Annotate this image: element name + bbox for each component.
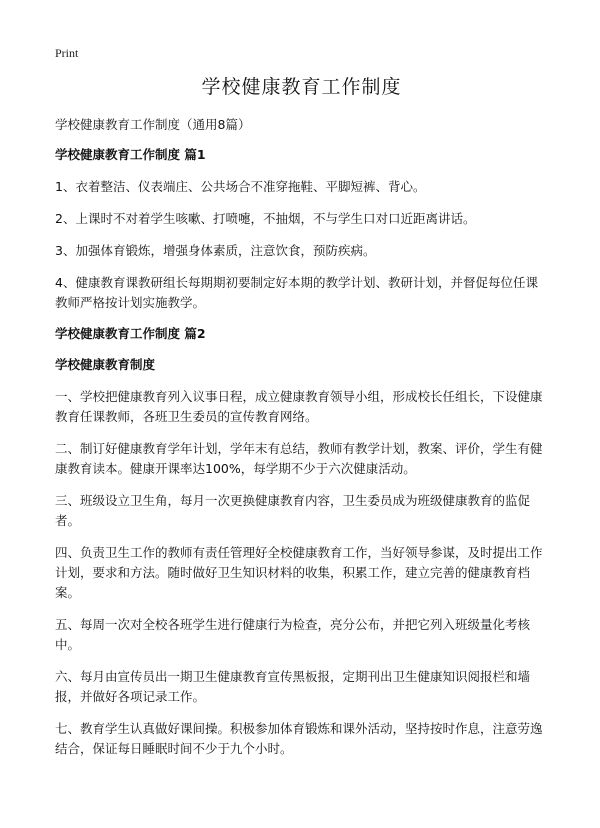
- section-2-item: 四、负责卫生工作的教师有责任管理好全校健康教育工作，当好领导参谋，及时提出工作计划，要求和方法。随时做好卫生知识材料的收集，积累工作，建立完善的健康教育档案。: [55, 545, 543, 600]
- section-1-item: 4、健康教育课教研组长每期期初要制定好本期的教学计划、教研计划，并督促每位任课教师严格按计划实施教学。: [55, 275, 538, 310]
- section-2: [55, 325, 548, 759]
- section-2-item: 七、教育学生认真做好课间操。积极参加体育锻炼和课外活动，坚持按时作息，注意劳逸结合，保证每日睡眠时间不少于九个小时。: [55, 721, 543, 756]
- section-2-item: 一、学校把健康教育列入议事日程，成立健康教育领导小组，形成校长任组长，下设健康教育任课教师，各班卫生委员的宣传教育网络。: [55, 389, 543, 424]
- section-1-item: 2、上课时不对着学生咳嗽、打喷嚏，不抽烟，不与学生口对口近距离讲话。: [55, 211, 476, 226]
- page-title: 学校健康教育工作制度: [201, 76, 402, 98]
- section-1-item: 3、加强体育锻炼，增强身体素质，注意饮食，预防疾病。: [55, 243, 376, 258]
- section-1-heading: 学校健康教育工作制度 篇1: [55, 147, 206, 162]
- section-2-item: 六、每月由宣传员出一期卫生健康教育宣传黑板报，定期刊出卫生健康知识阅报栏和墙报，并做好各项记录工作。: [55, 669, 531, 704]
- section-2-heading: 学校健康教育工作制度 篇2: [55, 326, 206, 341]
- section-1-item: 1、衣着整洁、仪表端庄、公共场合不准穿拖鞋、平脚短裤、背心。: [55, 179, 426, 194]
- section-2-item: 五、每周一次对全校各班学生进行健康行为检查，亮分公布，并把它列入班级量化考核中。: [55, 617, 531, 652]
- print-link[interactable]: Print: [55, 46, 79, 60]
- section-1: [55, 146, 548, 313]
- section-2-item: 三、班级设立卫生角，每月一次更换健康教育内容，卫生委员成为班级健康教育的监促者。: [55, 493, 531, 528]
- document-subtitle: 学校健康教育工作制度（通用8篇）: [55, 117, 251, 132]
- section-2-item: 二、制订好健康教育学年计划，学年末有总结，教师有教学计划，教案、评价，学生有健康教育读本。健康开课率达100%，每学期不少于六次健康活动。: [55, 441, 543, 476]
- section-2-subheading: 学校健康教育制度: [55, 357, 156, 372]
